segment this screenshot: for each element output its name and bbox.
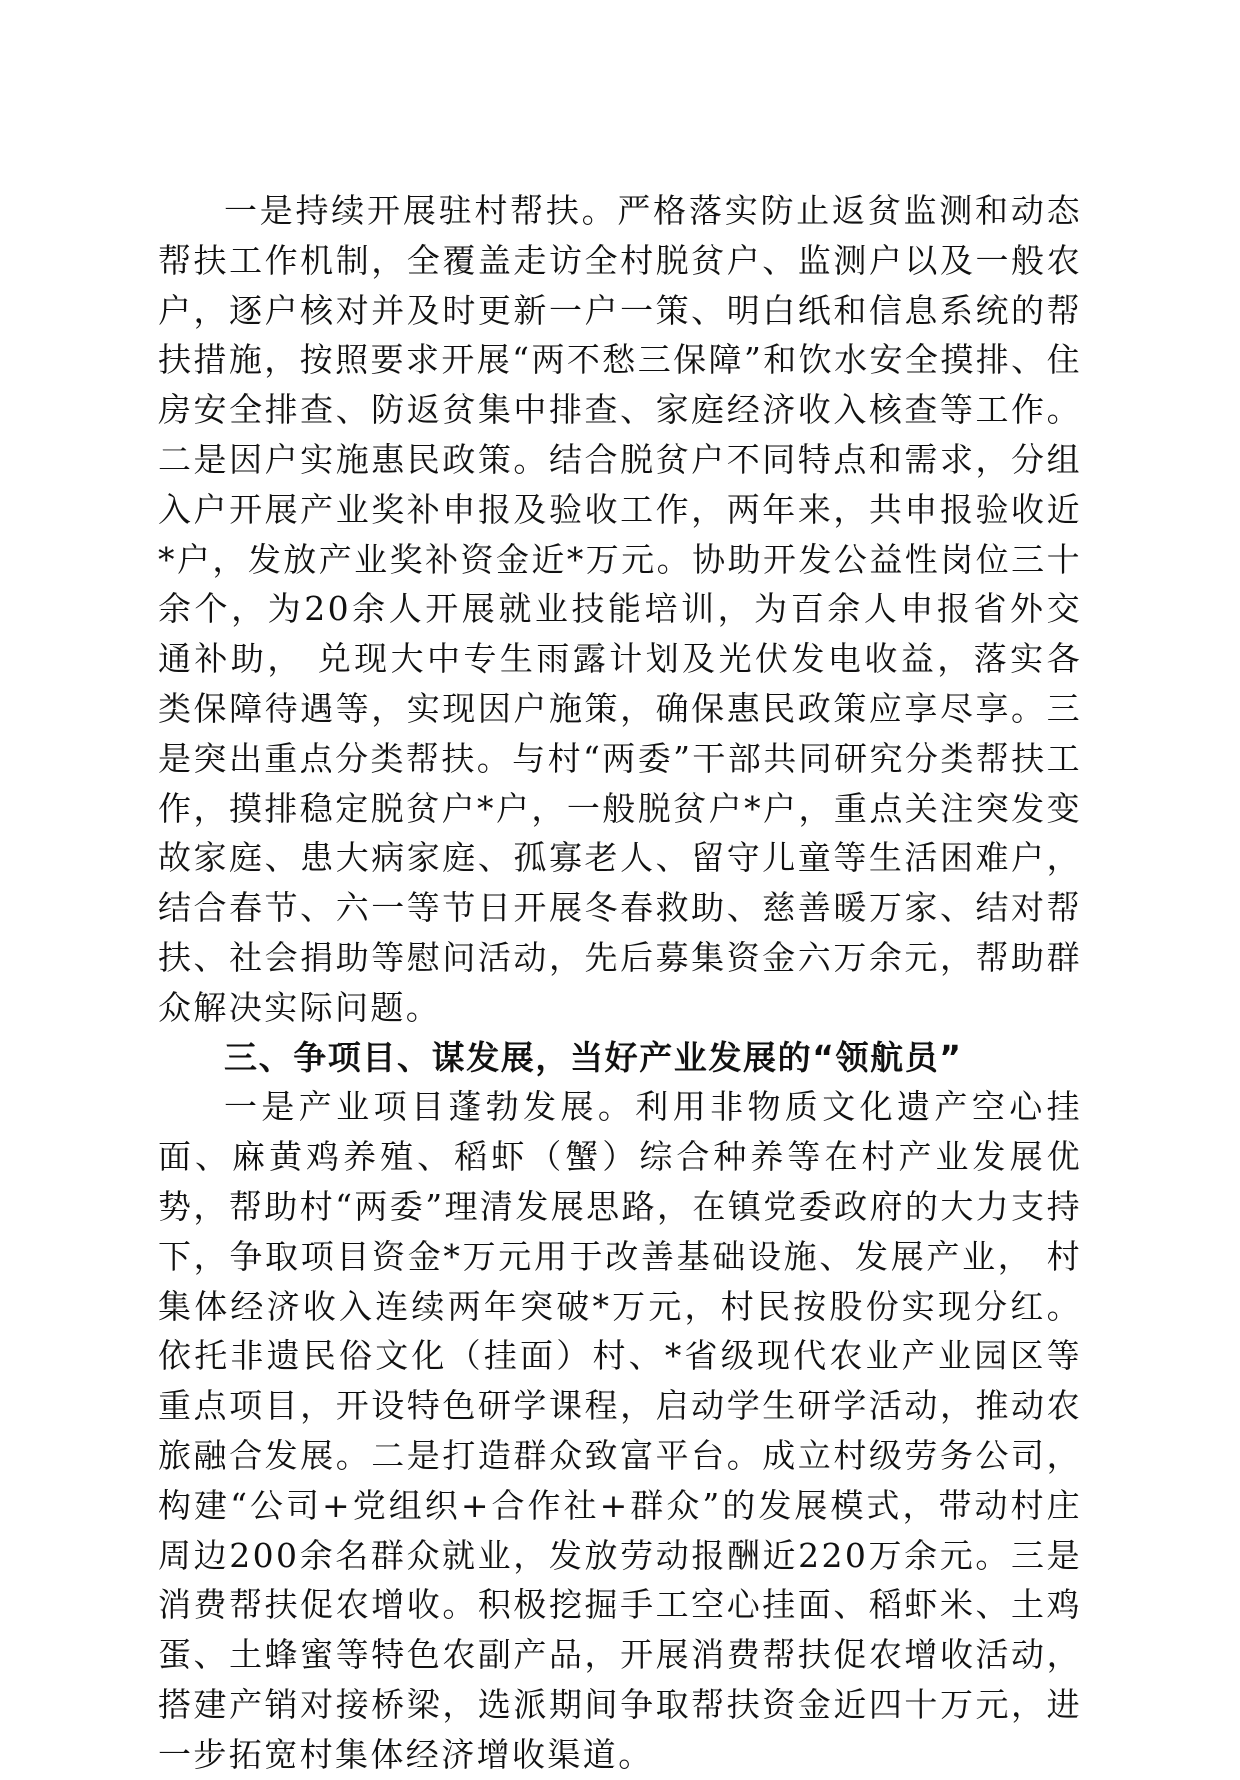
section-heading: 三、争项目、谋发展，当好产业发展的“领航员” bbox=[224, 1037, 963, 1077]
paragraph-industry-development: 一是产业项目蓬勃发展。利用非物质文化遗产空心挂面、麻黄鸡养殖、稻虾（蟹）综合种养等在村产业发展优势，帮助村“两委”理清发展思路，在镇党委政府的大力支持下，争取项目资金*万元用于改善基础设施、发展产业， 村集体经济收入连续两年突破*万元，村民按股份实现分红。依托非遗民俗文化（挂面）村、*省级现代农业产业园区等重点项目，开设特色研学课程，启动学生研学活动，推动农旅融合发展。二是打造群众致富平台。成立村级劳务公司，构建“公司+党组织+合作社+群众”的发展模式，带动村庄周边200余名群众就业，发放劳动报酬近220万余元。三是消费帮扶促农增收。积极挖掘手工空心挂面、稻虾米、土鸡蛋、土蜂蜜等特色农副产品，开展消费帮扶促农增收活动，搭建产销对接桥梁，选派期间争取帮扶资金近四十万元，进一步拓宽村集体经济增收渠道。 bbox=[158, 1087, 1082, 1774]
document-body bbox=[158, 186, 1082, 1780]
paragraph-resident-assistance: 一是持续开展驻村帮扶。严格落实防止返贫监测和动态帮扶工作机制，全覆盖走访全村脱贫户、监测户以及一般农户，逐户核对并及时更新一户一策、明白纸和信息系统的帮扶措施，按照要求开展“两不愁三保障”和饮水安全摸排、住房安全排查、防返贫集中排查、家庭经济收入核查等工作。二是因户实施惠民政策。结合脱贫户不同特点和需求，分组入户开展产业奖补申报及验收工作，两年来，共申报验收近*户，发放产业奖补资金近*万元。协助开发公益性岗位三十余个，为20余人开展就业技能培训，为百余人申报省外交通补助， 兑现大中专生雨露计划及光伏发电收益，落实各类保障待遇等，实现因户施策，确保惠民政策应享尽享。三是突出重点分类帮扶。与村“两委”干部共同研究分类帮扶工作，摸排稳定脱贫户*户，一般脱贫户*户，重点关注突发变故家庭、患大病家庭、孤寡老人、留守儿童等生活困难户，结合春节、六一等节日开展冬春救助、慈善暖万家、结对帮扶、社会捐助等慰问活动，先后募集资金六万余元，帮助群众解决实际问题。 bbox=[158, 191, 1082, 1027]
